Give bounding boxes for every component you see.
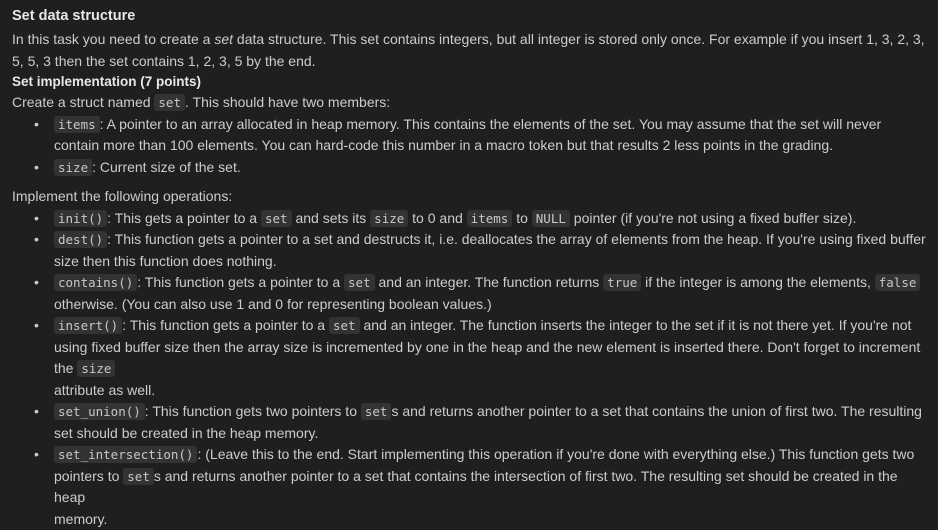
operations-list — [12, 208, 928, 530]
members-list — [12, 114, 928, 179]
list-item: • init() : This gets a pointer to a set and sets its size to 0 and items to NULL pointer (if you're not using a fixed buffer size). — [54, 208, 928, 230]
struct-line: Create a struct named set . This should have two members: — [12, 92, 928, 114]
list-item: • contains() : This function gets a pointer to a set and an integer. The function returns true if the integer is among the elements, false otherwise. (You can also use 1 and 0 for representing boolean values.) — [54, 272, 928, 315]
page-title: Set data structure — [12, 6, 928, 27]
list-item: • dest() : This function gets a pointer to a set and destructs it, i.e. deallocates the array of elements from the heap. If you're using fixed buffer size then this function does nothing. — [54, 229, 928, 272]
list-item: • set_union() : This function gets two pointers to set s and returns another pointer to a set that contains the union of first two. The resulting set should be created in the heap memory. — [54, 401, 928, 444]
list-item: • items : A pointer to an array allocated in heap memory. This contains the elements of the set. You may assume that the set will never contain more than 100 elements. You can hard-code this number in a macro token but that results 2 less points in the grading. — [54, 114, 928, 157]
list-item: • insert() : This function gets a pointer to a set and an integer. The function inserts the integer to the set if it is not there yet. If you're not using fixed buffer size then the array size is incremented by one in the heap and the new element is inserted there. Don't forget to increment the size attribute as well. — [54, 315, 928, 401]
list-item: • size : Current size of the set. — [54, 157, 928, 179]
implementation-heading: Set implementation (7 points) — [12, 72, 928, 92]
intro-paragraph: In this task you need to create a set data structure. This set contains integers, but all integer is stored only once. For example if you insert 1, 3, 2, 3, 5, 5, 3 then the set contains 1, 2, 3, 5 by the end. — [12, 29, 928, 72]
list-item: • set_intersection() : (Leave this to the end. Start implementing this operation if you're done with everything else.) This function gets two pointers to set s and returns another pointer to a set that contains the intersection of first two. The resulting set should be created in the heap memory. — [54, 444, 928, 530]
operations-heading: Implement the following operations: — [12, 186, 928, 208]
